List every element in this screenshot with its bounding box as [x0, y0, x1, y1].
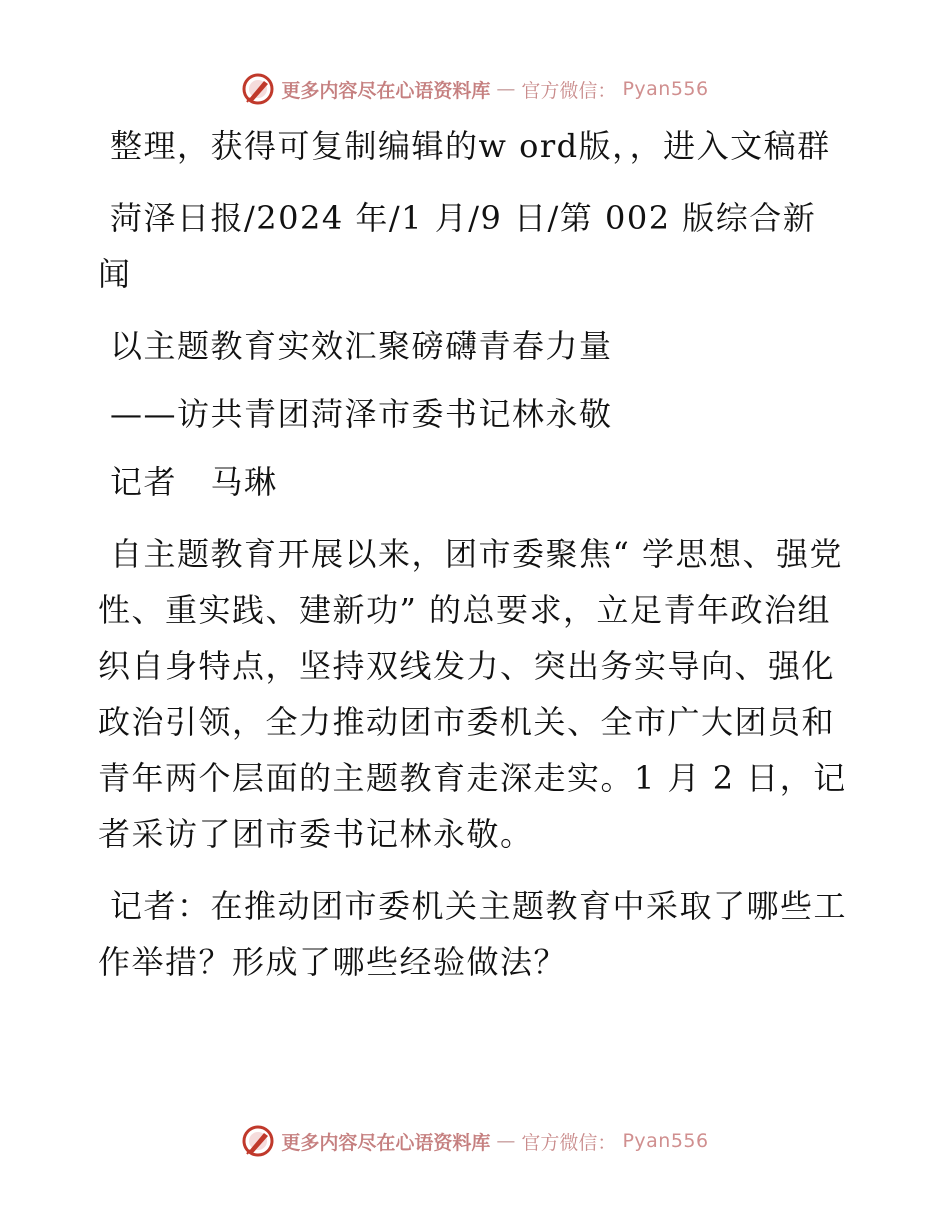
- header-watermark: [0, 72, 950, 106]
- watermark-account-label: 官方微信：: [521, 79, 617, 102]
- watermark-account-label: 官方微信：: [521, 1131, 617, 1154]
- intro-line: 整理，获得可复制编辑的w ord版，，进入文稿群: [110, 127, 831, 165]
- watermark-account-id: Pyan556: [622, 78, 709, 100]
- footer-watermark: [0, 1124, 950, 1158]
- watermark-dash: —: [496, 1130, 516, 1152]
- question-1: 记者：在推动团市委机关主题教育中采取了哪些工作举措？形成了哪些经验做法？: [98, 887, 848, 981]
- quill-pen-icon: [241, 1124, 275, 1158]
- document-body: [98, 118, 848, 990]
- source-line: 菏泽日报/2024 年/1 月/9 日/第 002 版综合新闻: [98, 199, 817, 293]
- byline: 记者 马琳: [110, 463, 278, 501]
- headline: 以主题教育实效汇聚磅礴青春力量: [110, 327, 613, 365]
- subheadline: ——访共青团菏泽市委书记林永敬: [110, 395, 613, 433]
- watermark-text: 更多内容尽在心语资料库: [281, 1131, 491, 1154]
- watermark-dash: —: [496, 78, 516, 100]
- watermark-text: 更多内容尽在心语资料库: [281, 79, 491, 102]
- watermark-account-id: Pyan556: [622, 1130, 709, 1152]
- paragraph-1: 自主题教育开展以来，团市委聚焦“ 学思想、强党性、重实践、建新功” 的总要求，立足青年政治组织自身特点，坚持双线发力、突出务实导向、强化政治引领，全力推动团市委机关、全市广大团员和青年两个层面的主题教育走深走实。1 月 2 日，记者采访了团市委书记林永敬。: [98, 535, 847, 853]
- quill-pen-icon: [241, 72, 275, 106]
